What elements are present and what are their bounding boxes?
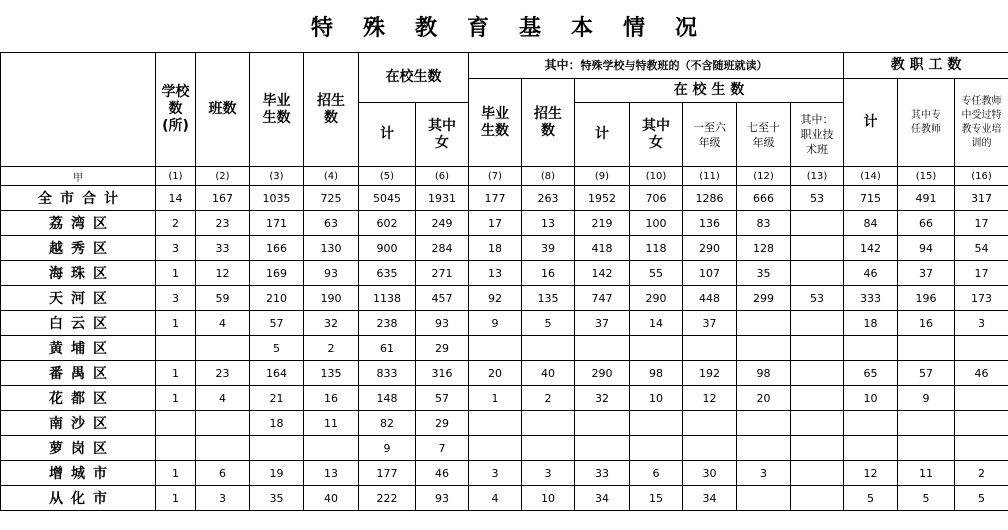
sp-graduates-header: 毕业生数 bbox=[469, 79, 522, 167]
data-cell[interactable]: 164 bbox=[250, 361, 304, 386]
data-cell[interactable]: 418 bbox=[575, 236, 630, 261]
in-school-female-header: 其中女 bbox=[416, 103, 469, 167]
column-index-cell[interactable]: (6) bbox=[416, 167, 469, 186]
data-cell[interactable]: 1952 bbox=[575, 186, 630, 211]
data-cell[interactable]: 65 bbox=[844, 361, 898, 386]
data-cell[interactable] bbox=[196, 436, 250, 461]
data-cell[interactable]: 3 bbox=[737, 461, 791, 486]
staff-total-header: 计 bbox=[844, 79, 898, 167]
data-cell[interactable]: 5 bbox=[955, 486, 1008, 511]
data-cell[interactable]: 13 bbox=[469, 261, 522, 286]
data-cell[interactable] bbox=[955, 336, 1008, 361]
data-cell[interactable]: 19 bbox=[250, 461, 304, 486]
data-cell[interactable] bbox=[630, 336, 683, 361]
data-cell[interactable] bbox=[791, 436, 844, 461]
data-cell[interactable]: 46 bbox=[844, 261, 898, 286]
data-cell[interactable]: 1 bbox=[156, 311, 196, 336]
data-cell[interactable]: 66 bbox=[898, 211, 955, 236]
data-cell[interactable] bbox=[737, 436, 791, 461]
data-cell[interactable]: 1 bbox=[469, 386, 522, 411]
data-cell[interactable] bbox=[737, 486, 791, 511]
data-cell[interactable] bbox=[469, 411, 522, 436]
table-row bbox=[1, 361, 1008, 386]
data-cell[interactable] bbox=[955, 386, 1008, 411]
district-name-cell[interactable]: 海珠区 bbox=[1, 261, 156, 286]
data-cell[interactable] bbox=[156, 336, 196, 361]
column-index-cell[interactable]: (13) bbox=[791, 167, 844, 186]
data-cell[interactable]: 128 bbox=[737, 236, 791, 261]
column-index-cell[interactable]: (4) bbox=[304, 167, 359, 186]
district-name-cell[interactable]: 黄埔区 bbox=[1, 336, 156, 361]
data-cell[interactable]: 333 bbox=[844, 286, 898, 311]
data-cell[interactable]: 1 bbox=[156, 361, 196, 386]
data-cell[interactable]: 93 bbox=[416, 311, 469, 336]
data-cell[interactable]: 177 bbox=[359, 461, 416, 486]
data-cell[interactable] bbox=[791, 411, 844, 436]
data-cell[interactable] bbox=[683, 336, 737, 361]
data-cell[interactable]: 84 bbox=[844, 211, 898, 236]
trained-teachers-header: 专任教师中受过特教专业培训的 bbox=[955, 79, 1008, 167]
table-row bbox=[1, 211, 1008, 236]
data-cell[interactable]: 135 bbox=[522, 286, 575, 311]
grade-7-10-header: 七至十年级 bbox=[737, 103, 791, 167]
data-cell[interactable] bbox=[522, 411, 575, 436]
data-cell[interactable] bbox=[791, 486, 844, 511]
data-cell[interactable]: 33 bbox=[196, 236, 250, 261]
data-cell[interactable]: 12 bbox=[844, 461, 898, 486]
data-cell[interactable] bbox=[791, 461, 844, 486]
data-cell[interactable]: 4 bbox=[196, 386, 250, 411]
data-cell[interactable]: 148 bbox=[359, 386, 416, 411]
data-cell[interactable] bbox=[898, 436, 955, 461]
column-index-cell[interactable]: (15) bbox=[898, 167, 955, 186]
district-name-cell[interactable]: 全市合计 bbox=[1, 186, 156, 211]
data-cell[interactable]: 21 bbox=[250, 386, 304, 411]
data-cell[interactable]: 6 bbox=[630, 461, 683, 486]
data-cell[interactable]: 2 bbox=[522, 386, 575, 411]
data-cell[interactable]: 271 bbox=[416, 261, 469, 286]
data-cell[interactable]: 263 bbox=[522, 186, 575, 211]
data-cell[interactable]: 18 bbox=[469, 236, 522, 261]
data-cell[interactable] bbox=[791, 261, 844, 286]
data-cell[interactable]: 11 bbox=[898, 461, 955, 486]
data-cell[interactable] bbox=[630, 411, 683, 436]
table-row bbox=[1, 336, 1008, 361]
district-name-cell[interactable]: 萝岗区 bbox=[1, 436, 156, 461]
data-cell[interactable] bbox=[575, 336, 630, 361]
table-row bbox=[1, 436, 1008, 461]
data-cell[interactable]: 33 bbox=[575, 461, 630, 486]
data-cell[interactable]: 83 bbox=[737, 211, 791, 236]
data-cell[interactable]: 725 bbox=[304, 186, 359, 211]
data-cell[interactable] bbox=[791, 336, 844, 361]
title-bar bbox=[0, 0, 1008, 53]
column-index-cell[interactable]: (10) bbox=[630, 167, 683, 186]
data-cell[interactable] bbox=[683, 411, 737, 436]
data-cell[interactable]: 63 bbox=[304, 211, 359, 236]
district-name-cell[interactable]: 天河区 bbox=[1, 286, 156, 311]
data-cell[interactable]: 448 bbox=[683, 286, 737, 311]
data-cell[interactable]: 12 bbox=[196, 261, 250, 286]
data-cell[interactable]: 3 bbox=[156, 236, 196, 261]
data-cell[interactable]: 5 bbox=[522, 311, 575, 336]
data-cell[interactable]: 210 bbox=[250, 286, 304, 311]
data-cell[interactable]: 177 bbox=[469, 186, 522, 211]
data-cell[interactable]: 23 bbox=[196, 361, 250, 386]
table-row bbox=[1, 461, 1008, 486]
data-cell[interactable] bbox=[304, 436, 359, 461]
data-cell[interactable]: 1138 bbox=[359, 286, 416, 311]
data-cell[interactable]: 167 bbox=[196, 186, 250, 211]
data-cell[interactable] bbox=[791, 211, 844, 236]
data-cell[interactable] bbox=[898, 411, 955, 436]
district-name-cell[interactable]: 白云区 bbox=[1, 311, 156, 336]
data-cell[interactable]: 166 bbox=[250, 236, 304, 261]
data-cell[interactable]: 5045 bbox=[359, 186, 416, 211]
data-cell[interactable]: 17 bbox=[469, 211, 522, 236]
data-cell[interactable]: 23 bbox=[196, 211, 250, 236]
special-group-desc: 特殊学校与特教班的（不含随班就读） bbox=[580, 59, 768, 72]
data-cell[interactable]: 284 bbox=[416, 236, 469, 261]
data-cell[interactable]: 18 bbox=[844, 311, 898, 336]
data-cell[interactable]: 6 bbox=[196, 461, 250, 486]
data-cell[interactable] bbox=[575, 411, 630, 436]
data-cell[interactable]: 7 bbox=[416, 436, 469, 461]
data-cell[interactable]: 1 bbox=[156, 386, 196, 411]
data-cell[interactable]: 4 bbox=[469, 486, 522, 511]
data-cell[interactable]: 46 bbox=[955, 361, 1008, 386]
row-label-header bbox=[1, 53, 156, 167]
data-cell[interactable] bbox=[575, 436, 630, 461]
data-cell[interactable]: 93 bbox=[304, 261, 359, 286]
data-cell[interactable]: 1 bbox=[156, 461, 196, 486]
data-cell[interactable]: 9 bbox=[359, 436, 416, 461]
data-cell[interactable]: 82 bbox=[359, 411, 416, 436]
data-cell[interactable]: 54 bbox=[955, 236, 1008, 261]
page-title: 特殊教育基本情况 bbox=[310, 15, 727, 41]
column-index-cell[interactable]: (2) bbox=[196, 167, 250, 186]
data-cell[interactable]: 100 bbox=[630, 211, 683, 236]
data-cell[interactable]: 135 bbox=[304, 361, 359, 386]
data-cell[interactable]: 457 bbox=[416, 286, 469, 311]
data-cell[interactable]: 17 bbox=[955, 261, 1008, 286]
data-cell[interactable]: 9 bbox=[898, 386, 955, 411]
in-school-total-header: 计 bbox=[359, 103, 416, 167]
statistics-table bbox=[0, 52, 1008, 511]
data-cell[interactable]: 10 bbox=[630, 386, 683, 411]
data-cell[interactable] bbox=[737, 311, 791, 336]
data-cell[interactable]: 2 bbox=[156, 211, 196, 236]
data-cell[interactable]: 32 bbox=[575, 386, 630, 411]
data-cell[interactable] bbox=[898, 336, 955, 361]
data-cell[interactable]: 747 bbox=[575, 286, 630, 311]
schools-header: 学校数(所) bbox=[156, 53, 196, 167]
data-cell[interactable]: 3 bbox=[196, 486, 250, 511]
data-cell[interactable]: 94 bbox=[898, 236, 955, 261]
data-cell[interactable]: 10 bbox=[522, 486, 575, 511]
column-index-cell[interactable]: (8) bbox=[522, 167, 575, 186]
sp-female-header: 其中女 bbox=[630, 103, 683, 167]
data-cell[interactable]: 317 bbox=[955, 186, 1008, 211]
table-row bbox=[1, 386, 1008, 411]
data-cell[interactable]: 10 bbox=[844, 386, 898, 411]
data-cell[interactable] bbox=[250, 436, 304, 461]
data-cell[interactable] bbox=[196, 411, 250, 436]
data-cell[interactable]: 190 bbox=[304, 286, 359, 311]
data-cell[interactable]: 1931 bbox=[416, 186, 469, 211]
data-cell[interactable]: 16 bbox=[898, 311, 955, 336]
data-cell[interactable]: 666 bbox=[737, 186, 791, 211]
data-cell[interactable]: 34 bbox=[683, 486, 737, 511]
data-cell[interactable]: 249 bbox=[416, 211, 469, 236]
data-cell[interactable]: 40 bbox=[304, 486, 359, 511]
data-cell[interactable]: 316 bbox=[416, 361, 469, 386]
data-cell[interactable] bbox=[844, 436, 898, 461]
special-group-prefix: 其中： bbox=[544, 58, 581, 72]
data-cell[interactable]: 602 bbox=[359, 211, 416, 236]
data-cell[interactable]: 37 bbox=[575, 311, 630, 336]
data-cell[interactable]: 142 bbox=[844, 236, 898, 261]
table-row bbox=[1, 186, 1008, 211]
data-cell[interactable]: 32 bbox=[304, 311, 359, 336]
data-cell[interactable]: 222 bbox=[359, 486, 416, 511]
data-cell[interactable]: 3 bbox=[469, 461, 522, 486]
data-cell[interactable]: 40 bbox=[522, 361, 575, 386]
column-index-cell[interactable]: (7) bbox=[469, 167, 522, 186]
data-cell[interactable]: 57 bbox=[416, 386, 469, 411]
district-name-cell[interactable]: 番禺区 bbox=[1, 361, 156, 386]
data-cell[interactable]: 715 bbox=[844, 186, 898, 211]
data-cell[interactable]: 55 bbox=[630, 261, 683, 286]
data-cell[interactable]: 833 bbox=[359, 361, 416, 386]
data-cell[interactable]: 11 bbox=[304, 411, 359, 436]
data-cell[interactable] bbox=[844, 336, 898, 361]
staff-group-header: 教 职 工 数 bbox=[844, 53, 1008, 79]
data-cell[interactable]: 29 bbox=[416, 411, 469, 436]
data-cell[interactable]: 15 bbox=[630, 486, 683, 511]
table-body bbox=[1, 167, 1008, 511]
data-cell[interactable]: 13 bbox=[522, 211, 575, 236]
data-cell[interactable]: 30 bbox=[683, 461, 737, 486]
data-cell[interactable] bbox=[469, 436, 522, 461]
data-cell[interactable]: 5 bbox=[844, 486, 898, 511]
table-row bbox=[1, 486, 1008, 511]
column-index-cell[interactable]: (9) bbox=[575, 167, 630, 186]
district-name-cell[interactable]: 越秀区 bbox=[1, 236, 156, 261]
data-cell[interactable] bbox=[683, 436, 737, 461]
data-cell[interactable]: 900 bbox=[359, 236, 416, 261]
data-cell[interactable]: 3 bbox=[522, 461, 575, 486]
data-cell[interactable]: 299 bbox=[737, 286, 791, 311]
data-cell[interactable] bbox=[156, 436, 196, 461]
data-cell[interactable]: 35 bbox=[250, 486, 304, 511]
data-cell[interactable] bbox=[737, 336, 791, 361]
data-cell[interactable]: 92 bbox=[469, 286, 522, 311]
district-name-cell[interactable]: 增城市 bbox=[1, 461, 156, 486]
data-cell[interactable] bbox=[955, 411, 1008, 436]
data-cell[interactable]: 4 bbox=[196, 311, 250, 336]
data-cell[interactable] bbox=[196, 336, 250, 361]
data-cell[interactable] bbox=[844, 411, 898, 436]
data-cell[interactable]: 219 bbox=[575, 211, 630, 236]
data-cell[interactable]: 37 bbox=[898, 261, 955, 286]
district-name-cell[interactable]: 荔湾区 bbox=[1, 211, 156, 236]
column-index-cell[interactable]: (12) bbox=[737, 167, 791, 186]
data-cell[interactable]: 93 bbox=[416, 486, 469, 511]
data-cell[interactable]: 238 bbox=[359, 311, 416, 336]
data-cell[interactable] bbox=[737, 411, 791, 436]
data-cell[interactable]: 14 bbox=[630, 311, 683, 336]
data-cell[interactable]: 1035 bbox=[250, 186, 304, 211]
graduates-header: 毕业生数 bbox=[250, 53, 304, 167]
column-index-cell[interactable]: (5) bbox=[359, 167, 416, 186]
special-group-header bbox=[469, 53, 844, 79]
data-cell[interactable]: 20 bbox=[469, 361, 522, 386]
table-row bbox=[1, 311, 1008, 336]
data-cell[interactable]: 57 bbox=[898, 361, 955, 386]
data-cell[interactable]: 1286 bbox=[683, 186, 737, 211]
column-index-cell[interactable]: (11) bbox=[683, 167, 737, 186]
data-cell[interactable]: 35 bbox=[737, 261, 791, 286]
data-cell[interactable]: 61 bbox=[359, 336, 416, 361]
data-cell[interactable]: 107 bbox=[683, 261, 737, 286]
data-cell[interactable]: 53 bbox=[791, 286, 844, 311]
data-cell[interactable]: 290 bbox=[683, 236, 737, 261]
table-row bbox=[1, 236, 1008, 261]
data-cell[interactable]: 171 bbox=[250, 211, 304, 236]
data-cell[interactable]: 1 bbox=[156, 486, 196, 511]
table-row bbox=[1, 286, 1008, 311]
data-cell[interactable]: 13 bbox=[304, 461, 359, 486]
data-cell[interactable]: 290 bbox=[630, 286, 683, 311]
data-cell[interactable]: 136 bbox=[683, 211, 737, 236]
data-cell[interactable]: 196 bbox=[898, 286, 955, 311]
index-label-cell[interactable]: 甲 bbox=[1, 167, 156, 186]
data-cell[interactable] bbox=[522, 436, 575, 461]
data-cell[interactable]: 39 bbox=[522, 236, 575, 261]
table-row bbox=[1, 411, 1008, 436]
data-cell[interactable] bbox=[522, 336, 575, 361]
data-cell[interactable] bbox=[955, 436, 1008, 461]
classes-header: 班数 bbox=[196, 53, 250, 167]
data-cell[interactable]: 5 bbox=[898, 486, 955, 511]
data-cell[interactable]: 130 bbox=[304, 236, 359, 261]
data-cell[interactable] bbox=[469, 336, 522, 361]
column-index-cell[interactable]: (16) bbox=[955, 167, 1008, 186]
in-school-group-header: 在校生数 bbox=[359, 53, 469, 103]
vocational-header: 其中：职业技术班 bbox=[791, 103, 844, 167]
data-cell[interactable] bbox=[791, 236, 844, 261]
data-cell[interactable] bbox=[791, 361, 844, 386]
data-cell[interactable]: 142 bbox=[575, 261, 630, 286]
data-cell[interactable] bbox=[156, 411, 196, 436]
data-cell[interactable]: 3 bbox=[955, 311, 1008, 336]
data-cell[interactable] bbox=[630, 436, 683, 461]
fulltime-teachers-header: 其中专任教师 bbox=[898, 79, 955, 167]
column-index-row bbox=[1, 167, 1008, 186]
data-cell[interactable]: 290 bbox=[575, 361, 630, 386]
data-cell[interactable]: 17 bbox=[955, 211, 1008, 236]
enrollment-header: 招生数 bbox=[304, 53, 359, 167]
sp-total-header: 计 bbox=[575, 103, 630, 167]
data-cell[interactable]: 635 bbox=[359, 261, 416, 286]
column-index-cell[interactable]: (3) bbox=[250, 167, 304, 186]
data-cell[interactable]: 98 bbox=[737, 361, 791, 386]
column-index-cell[interactable]: (14) bbox=[844, 167, 898, 186]
data-cell[interactable]: 14 bbox=[156, 186, 196, 211]
data-cell[interactable]: 53 bbox=[791, 186, 844, 211]
data-cell[interactable]: 18 bbox=[250, 411, 304, 436]
data-cell[interactable]: 2 bbox=[304, 336, 359, 361]
data-cell[interactable]: 59 bbox=[196, 286, 250, 311]
column-index-cell[interactable]: (1) bbox=[156, 167, 196, 186]
data-cell[interactable]: 2 bbox=[955, 461, 1008, 486]
sp-in-school-group-header: 在 校 生 数 bbox=[575, 79, 844, 103]
data-cell[interactable]: 20 bbox=[737, 386, 791, 411]
data-cell[interactable]: 12 bbox=[683, 386, 737, 411]
data-cell[interactable]: 192 bbox=[683, 361, 737, 386]
data-cell[interactable]: 16 bbox=[304, 386, 359, 411]
data-cell[interactable]: 46 bbox=[416, 461, 469, 486]
data-cell[interactable]: 169 bbox=[250, 261, 304, 286]
data-cell[interactable]: 98 bbox=[630, 361, 683, 386]
district-name-cell[interactable]: 从化市 bbox=[1, 486, 156, 511]
sp-enrollment-header: 招生数 bbox=[522, 79, 575, 167]
data-cell[interactable]: 16 bbox=[522, 261, 575, 286]
data-cell[interactable]: 1 bbox=[156, 261, 196, 286]
grade-1-6-header: 一至六年级 bbox=[683, 103, 737, 167]
data-cell[interactable]: 37 bbox=[683, 311, 737, 336]
district-name-cell[interactable]: 花都区 bbox=[1, 386, 156, 411]
data-cell[interactable]: 118 bbox=[630, 236, 683, 261]
data-cell[interactable]: 9 bbox=[469, 311, 522, 336]
data-cell[interactable]: 5 bbox=[250, 336, 304, 361]
data-cell[interactable]: 34 bbox=[575, 486, 630, 511]
district-name-cell[interactable]: 南沙区 bbox=[1, 411, 156, 436]
data-cell[interactable]: 3 bbox=[156, 286, 196, 311]
table-row bbox=[1, 261, 1008, 286]
data-cell[interactable]: 29 bbox=[416, 336, 469, 361]
data-cell[interactable] bbox=[791, 386, 844, 411]
data-cell[interactable] bbox=[791, 311, 844, 336]
data-cell[interactable]: 57 bbox=[250, 311, 304, 336]
data-cell[interactable]: 706 bbox=[630, 186, 683, 211]
data-cell[interactable]: 491 bbox=[898, 186, 955, 211]
data-cell[interactable]: 173 bbox=[955, 286, 1008, 311]
